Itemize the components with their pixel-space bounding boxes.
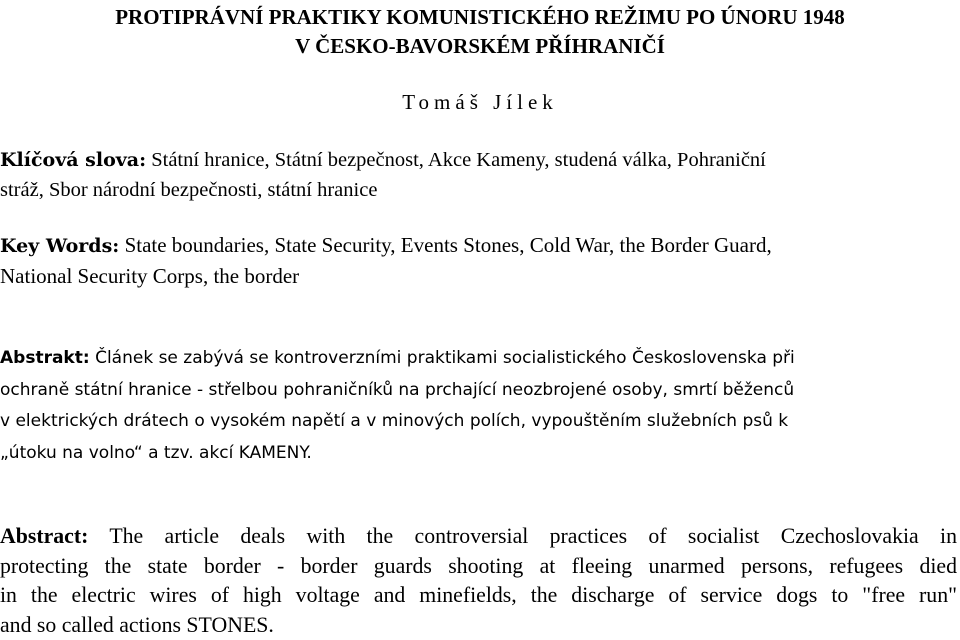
- keywords-czech-line-1: [0, 145, 957, 175]
- keywords-english-line-1: [0, 230, 957, 261]
- abstract-czech-line-3: v elektrických drátech o vysokém napětí a v minových polích, vypouštěním služebních psů k: [0, 406, 957, 438]
- keywords-english: [0, 230, 957, 291]
- keywords-czech-label: Klíčová slova:: [0, 149, 146, 171]
- abstract-english-line-4: and so called actions STONES.: [0, 611, 957, 640]
- keywords-czech-line-2: stráž, Sbor národní bezpečnosti, státní hranice: [0, 175, 957, 205]
- abstract-english-line-1: [0, 522, 957, 552]
- abstract-czech-line-2: ochraně státní hranice - střelbou pohraničníků na prchající neozbrojené osoby, smrtí běženců: [0, 375, 957, 407]
- abstract-czech-line-1: [0, 343, 957, 375]
- abstract-english-line-3: in the electric wires of high voltage and minefields, the discharge of service dogs to "free run": [0, 581, 957, 611]
- keywords-czech-text-1: Státní hranice, Státní bezpečnost, Akce Kameny, studená válka, Pohraniční: [151, 149, 766, 171]
- title-line-2: V ČESKO-BAVORSKÉM PŘÍHRANIČÍ: [60, 32, 900, 60]
- abstract-czech: [0, 343, 957, 469]
- keywords-english-line-2: National Security Corps, the border: [0, 261, 957, 291]
- keywords-english-text-1: State boundaries, State Security, Events Stones, Cold War, the Border Guard,: [125, 233, 772, 257]
- keywords-english-label: Key Words:: [0, 235, 119, 257]
- keywords-czech: [0, 145, 957, 205]
- abstract-english-label: Abstract:: [0, 524, 88, 548]
- title-line-1: PROTIPRÁVNÍ PRAKTIKY KOMUNISTICKÉHO REŽIMU PO ÚNORU 1948: [60, 3, 900, 31]
- abstract-english: [0, 522, 957, 640]
- abstract-czech-text-1: Článek se zabývá se kontroverzními praktikami socialistického Československa při: [95, 348, 795, 368]
- author-name: Tomáš Jílek: [0, 87, 960, 117]
- abstract-english-line-2: protecting the state border - border guards shooting at fleeing unarmed persons, refugees died: [0, 552, 957, 582]
- abstract-czech-line-4: „útoku na volno“ a tzv. akcí KAMENY.: [0, 438, 957, 470]
- abstract-english-text-1: The article deals with the controversial practices of socialist Czechoslovakia in: [109, 524, 957, 548]
- abstract-czech-label: Abstrakt:: [0, 348, 90, 368]
